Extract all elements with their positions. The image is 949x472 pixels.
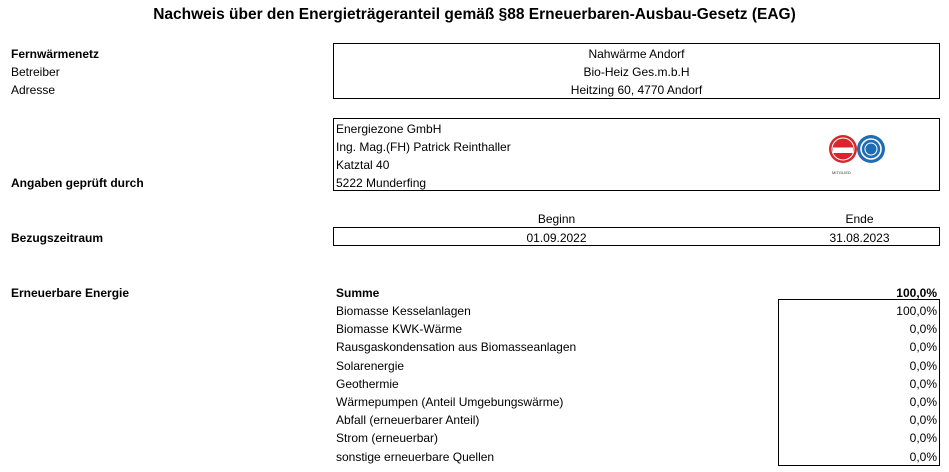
energy-item-label: sonstige erneuerbare Quellen xyxy=(336,449,495,464)
value-adresse: Heitzing 60, 4770 Andorf xyxy=(570,83,703,97)
page-title: Nachweis über den Energieträgeranteil gemäß §88 Erneuerbaren-Ausbau-Gesetz (EAG) xyxy=(153,6,796,23)
verifier-line-4: 5222 Munderfing xyxy=(336,176,427,190)
svg-text:MITGLIED: MITGLIED xyxy=(832,170,851,175)
energy-item-value: 0,0% xyxy=(909,340,937,355)
verifier-line-2: Ing. Mag.(FH) Patrick Reinthaller xyxy=(336,140,511,154)
label-fernwaermenetz: Fernwärmenetz xyxy=(11,47,100,61)
energy-item-value: 0,0% xyxy=(909,449,937,464)
energy-item-label: Rausgaskondensation aus Biomasseanlagen xyxy=(336,340,577,355)
label-bezugszeitraum: Bezugszeitraum xyxy=(11,231,104,245)
energy-item-value: 0,0% xyxy=(909,413,937,428)
energy-item-value: 0,0% xyxy=(909,358,937,373)
label-beginn: Beginn xyxy=(537,212,576,226)
energy-item-label: Biomasse Kesselanlagen xyxy=(336,304,471,318)
energy-item-label: Strom (erneuerbar) xyxy=(336,431,439,446)
energy-item-value: 0,0% xyxy=(909,376,937,391)
energy-item-label: Abfall (erneuerbarer Anteil) xyxy=(336,413,480,428)
energy-item-label: Geothermie xyxy=(336,376,399,391)
verifier-line-3: Katztal 40 xyxy=(336,158,390,172)
energy-item-label: Solarenergie xyxy=(336,358,405,373)
label-adresse: Adresse xyxy=(11,83,56,97)
label-betreiber: Betreiber xyxy=(11,65,60,79)
value-ende: 31.08.2023 xyxy=(829,231,890,245)
value-beginn: 01.09.2022 xyxy=(526,231,587,245)
energy-item-label: Wärmepumpen (Anteil Umgebungswärme) xyxy=(336,395,564,409)
value-betreiber: Bio-Heiz Ges.m.b.H xyxy=(583,65,690,79)
value-fernwaermenetz: Nahwärme Andorf xyxy=(588,47,685,61)
label-erneuerbare-energie: Erneuerbare Energie xyxy=(11,286,130,300)
certification-logo xyxy=(826,131,886,177)
label-ende: Ende xyxy=(845,212,874,226)
energy-item-value: 100,0% xyxy=(896,304,937,318)
label-angaben-geprueft: Angaben geprüft durch xyxy=(11,176,144,190)
verifier-line-1: Energiezone GmbH xyxy=(336,122,442,136)
summe-value: 100,0% xyxy=(896,286,937,300)
certification-seal-icon xyxy=(826,131,886,177)
summe-label: Summe xyxy=(336,286,380,300)
energy-item-label: Biomasse KWK-Wärme xyxy=(336,322,463,337)
energy-item-value: 0,0% xyxy=(909,395,937,409)
energy-item-value: 0,0% xyxy=(909,322,937,337)
energy-item-value: 0,0% xyxy=(909,431,937,446)
